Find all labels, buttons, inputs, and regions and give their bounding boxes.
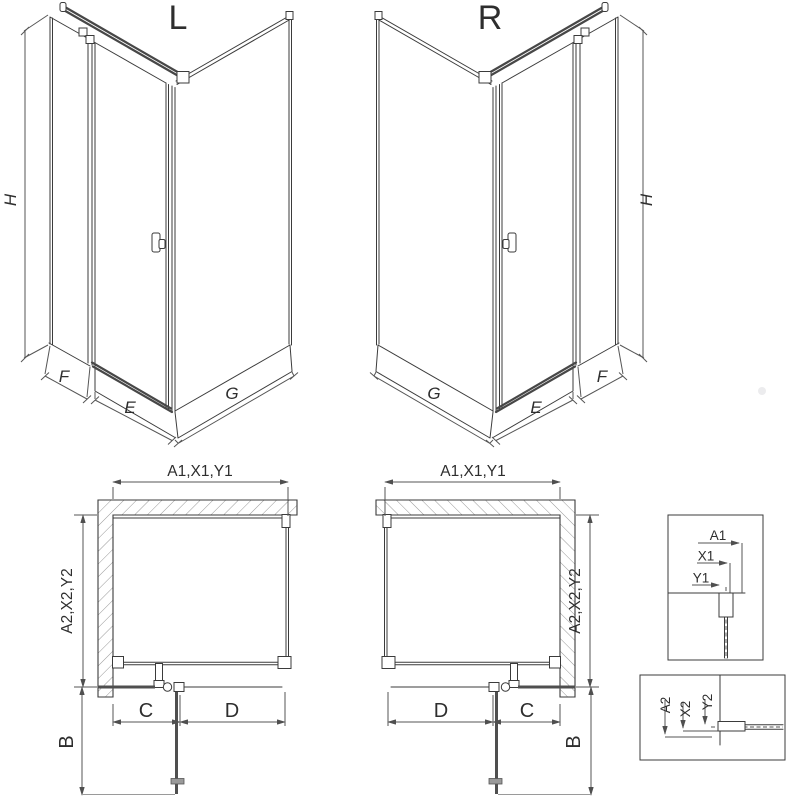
variant-label-left: L bbox=[168, 0, 188, 37]
detail-box-width bbox=[668, 515, 763, 660]
dim-label-swing-left: B bbox=[56, 735, 78, 749]
dim-label-door-right: E bbox=[530, 398, 542, 417]
iso-view-left bbox=[1, 0, 298, 447]
plan-view-right bbox=[376, 463, 599, 795]
dim-label-return-left: G bbox=[225, 384, 239, 403]
dim-label-fixed-left: C bbox=[138, 700, 154, 722]
watermark-dot bbox=[758, 387, 766, 395]
dim-label-height-left: H bbox=[1, 193, 20, 207]
dim-label-depth-right: A2,X2,Y2 bbox=[567, 568, 584, 634]
detail-box-depth bbox=[640, 675, 785, 760]
dim-label-return-right: G bbox=[427, 384, 441, 403]
dim-label-width-right: A1,X1,Y1 bbox=[440, 463, 506, 480]
detail-label-y1: Y1 bbox=[692, 570, 710, 586]
dim-label-door-left: E bbox=[124, 398, 136, 417]
detail-label-x1: X1 bbox=[697, 548, 715, 564]
plan-view-left bbox=[56, 463, 297, 795]
dim-label-fixed-right: C bbox=[519, 700, 535, 722]
detail-label-y2: Y2 bbox=[700, 693, 715, 711]
dim-label-swing-right: B bbox=[563, 735, 585, 749]
detail-label-x2: X2 bbox=[678, 700, 693, 718]
detail-label-a2: A2 bbox=[658, 696, 673, 714]
dim-label-side-right: F bbox=[596, 367, 608, 386]
dim-label-width-left: A1,X1,Y1 bbox=[167, 463, 233, 480]
variant-label-right: R bbox=[477, 0, 503, 37]
iso-view-right bbox=[370, 0, 656, 447]
detail-label-a1: A1 bbox=[709, 528, 727, 543]
dim-label-door-width-right: D bbox=[433, 700, 449, 722]
dim-label-depth-left: A2,X2,Y2 bbox=[59, 568, 76, 634]
dim-label-height-right: H bbox=[637, 193, 656, 207]
dim-label-side-left: F bbox=[58, 367, 70, 386]
dim-label-door-width-left: D bbox=[224, 700, 240, 722]
